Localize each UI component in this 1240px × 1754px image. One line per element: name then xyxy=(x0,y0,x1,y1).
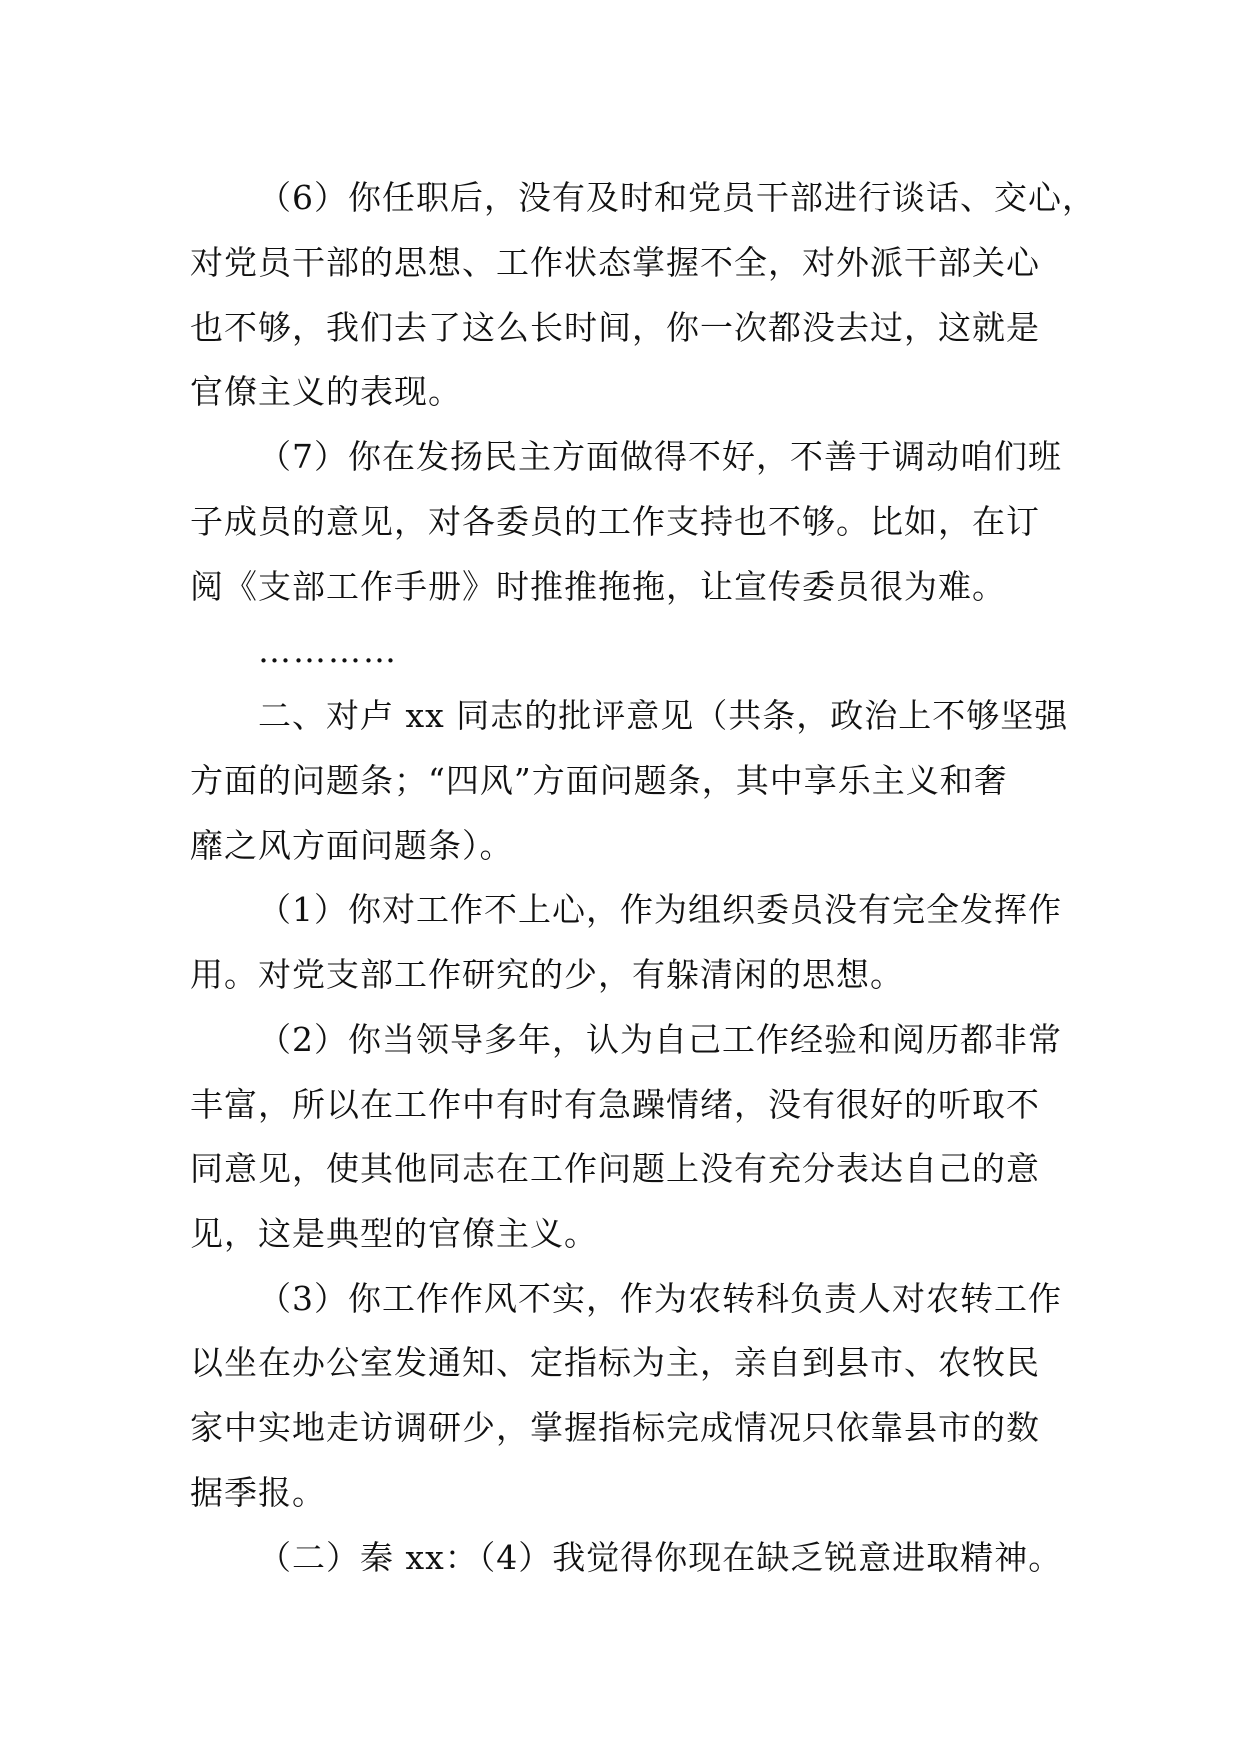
paragraph-3-line-1: （3）你工作作风不实，作为农转科负责人对农转工作 xyxy=(258,1279,1062,1318)
paragraph-2-line-1: （2）你当领导多年，认为自己工作经验和阅历都非常 xyxy=(258,1020,1062,1059)
section-two-heading-line-2: 方面的问题条；“四风”方面问题条，其中享乐主义和奢 xyxy=(190,761,1008,800)
paragraph-2-line-4: 见，这是典型的官僚主义。 xyxy=(190,1214,598,1253)
paragraph-7-line-3: 阅《支部工作手册》时推推拖拖，让宣传委员很为难。 xyxy=(190,567,1006,606)
ellipsis-line: ………… xyxy=(258,631,398,670)
paragraph-2-line-2: 丰富，所以在工作中有时有急躁情绪，没有很好的听取不 xyxy=(190,1085,1040,1124)
paragraph-6-line-2: 对党员干部的思想、工作状态掌握不全，对外派干部关心 xyxy=(190,243,1040,282)
section-two-heading-line-3: 靡之风方面问题条）。 xyxy=(190,826,514,865)
paragraph-1-line-1: （1）你对工作不上心，作为组织委员没有完全发挥作 xyxy=(258,890,1062,929)
paragraph-3-line-3: 家中实地走访调研少，掌握指标完成情况只依靠县市的数 xyxy=(190,1408,1040,1447)
paragraph-6-line-4: 官僚主义的表现。 xyxy=(190,372,462,411)
paragraph-qin-line-1: （二）秦 xx：（4）我觉得你现在缺乏锐意进取精神。 xyxy=(258,1538,1063,1577)
paragraph-1-line-2: 用。对党支部工作研究的少，有躲清闲的思想。 xyxy=(190,955,904,994)
paragraph-6-line-1: （6）你任职后，没有及时和党员干部进行谈话、交心， xyxy=(258,178,1096,217)
section-two-heading-line-1: 二、对卢 xx 同志的批评意见（共条，政治上不够坚强 xyxy=(258,696,1069,735)
paragraph-3-line-4: 据季报。 xyxy=(190,1473,326,1512)
paragraph-7-line-1: （7）你在发扬民主方面做得不好，不善于调动咱们班 xyxy=(258,437,1062,476)
paragraph-2-line-3: 同意见，使其他同志在工作问题上没有充分表达自己的意 xyxy=(190,1149,1040,1188)
paragraph-7-line-2: 子成员的意见，对各委员的工作支持也不够。比如，在订 xyxy=(190,502,1040,541)
paragraph-6-line-3: 也不够，我们去了这么长时间，你一次都没去过，这就是 xyxy=(190,308,1040,347)
paragraph-3-line-2: 以坐在办公室发通知、定指标为主，亲自到县市、农牧民 xyxy=(190,1343,1040,1382)
